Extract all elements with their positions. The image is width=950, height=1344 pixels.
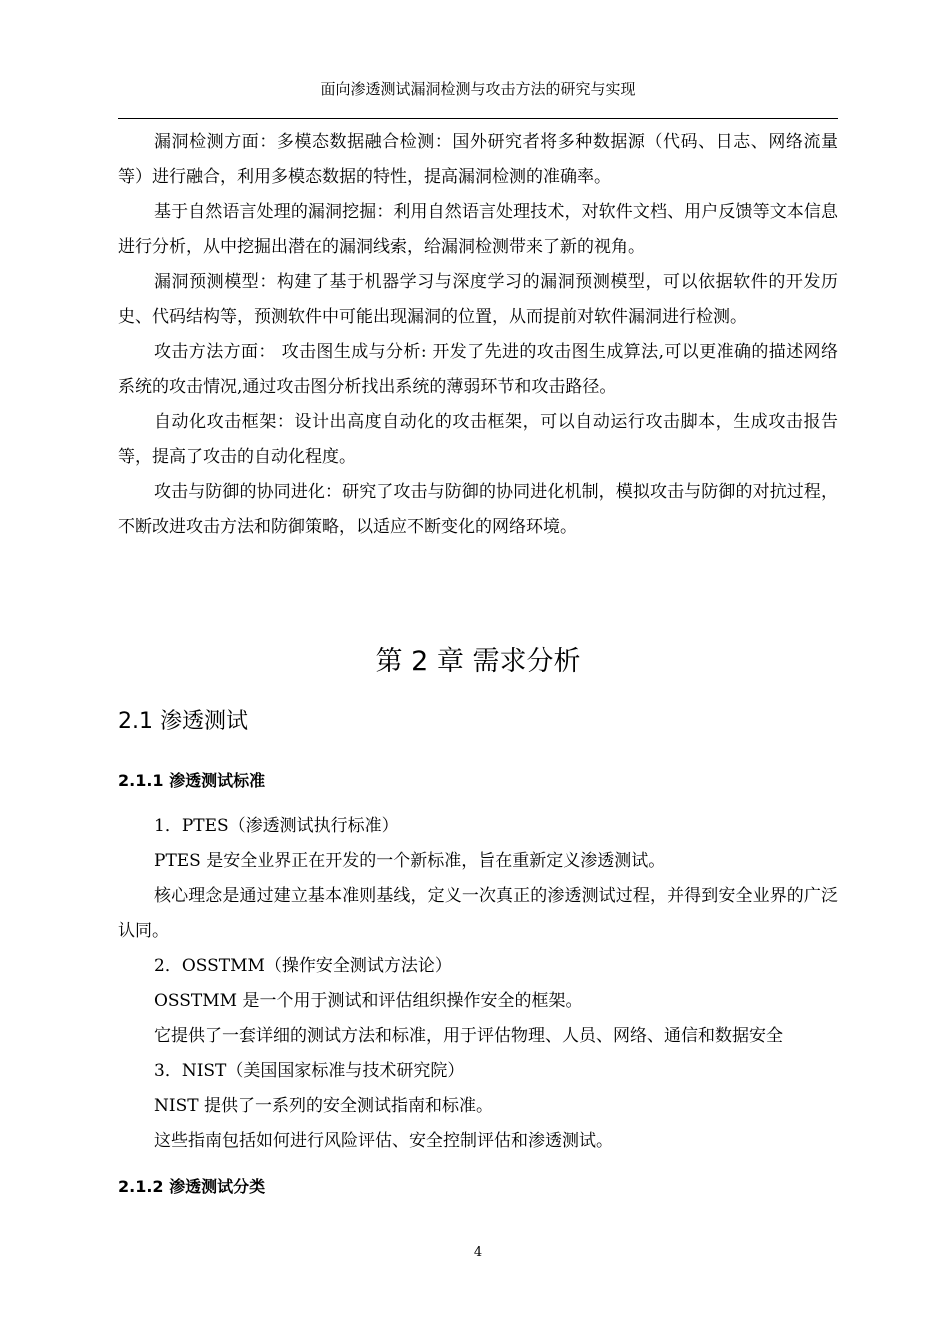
list-item-ptes: 1．PTES（渗透测试执行标准） xyxy=(154,816,399,836)
subsection-title-classification: 2.1.2 渗透测试分类 xyxy=(118,1177,266,1196)
page-number: 4 xyxy=(473,1245,483,1260)
paragraph-ptes-core: 核心理念是通过建立基本准则基线，定义一次真正的渗透测试过程，并得到安全业界的广泛认同。 xyxy=(118,886,838,941)
paragraph-nist-desc: NIST 提供了一系列的安全测试指南和标准。 xyxy=(154,1096,493,1116)
paragraph-vuln-detection-multimodal: 漏洞检测方面：多模态数据融合检测：国外研究者将多种数据源（代码、日志、网络流量等）进行融合，利用多模态数据的特性，提高漏洞检测的准确率。 xyxy=(118,132,838,187)
intro-text-block xyxy=(118,125,838,545)
section-title: 2.1 渗透测试 xyxy=(118,709,248,734)
subsection-title-standards: 2.1.1 渗透测试标准 xyxy=(118,771,266,790)
list-item-osstmm: 2．OSSTMM（操作安全测试方法论） xyxy=(154,956,452,976)
chapter-title: 第 2 章 需求分析 xyxy=(375,646,581,677)
paragraph-nlp-vuln-mining: 基于自然语言处理的漏洞挖掘：利用自然语言处理技术，对软件文档、用户反馈等文本信息进行分析，从中挖掘出潜在的漏洞线索，给漏洞检测带来了新的视角。 xyxy=(118,202,838,257)
list-item-nist: 3．NIST（美国国家标准与技术研究院） xyxy=(154,1061,465,1081)
header-divider xyxy=(118,118,838,119)
paragraph-ptes-desc: PTES 是安全业界正在开发的一个新标准，旨在重新定义渗透测试。 xyxy=(154,851,666,871)
paragraph-attack-defense-coevolution: 攻击与防御的协同进化：研究了攻击与防御的协同进化机制，模拟攻击与防御的对抗过程，不断改进攻击方法和防御策略，以适应不断变化的网络环境。 xyxy=(118,482,838,537)
running-header: 面向渗透测试漏洞检测与攻击方法的研究与实现 xyxy=(320,80,636,98)
paragraph-nist-detail: 这些指南包括如何进行风险评估、安全控制评估和渗透测试。 xyxy=(154,1131,613,1151)
standards-text-block xyxy=(118,809,838,1159)
paragraph-osstmm-desc: OSSTMM 是一个用于测试和评估组织操作安全的框架。 xyxy=(154,991,583,1011)
paragraph-attack-graph: 攻击方法方面： 攻击图生成与分析: 开发了先进的攻击图生成算法,可以更准确的描述网络系统的攻击情况,通过攻击图分析找出系统的薄弱环节和攻击路径。 xyxy=(118,342,838,397)
paragraph-osstmm-detail: 它提供了一套详细的测试方法和标准，用于评估物理、人员、网络、通信和数据安全 xyxy=(154,1026,783,1046)
paragraph-vuln-prediction-model: 漏洞预测模型：构建了基于机器学习与深度学习的漏洞预测模型，可以依据软件的开发历史、代码结构等，预测软件中可能出现漏洞的位置，从而提前对软件漏洞进行检测。 xyxy=(118,272,838,327)
paragraph-auto-attack-framework: 自动化攻击框架：设计出高度自动化的攻击框架，可以自动运行攻击脚本，生成攻击报告等，提高了攻击的自动化程度。 xyxy=(118,412,838,467)
